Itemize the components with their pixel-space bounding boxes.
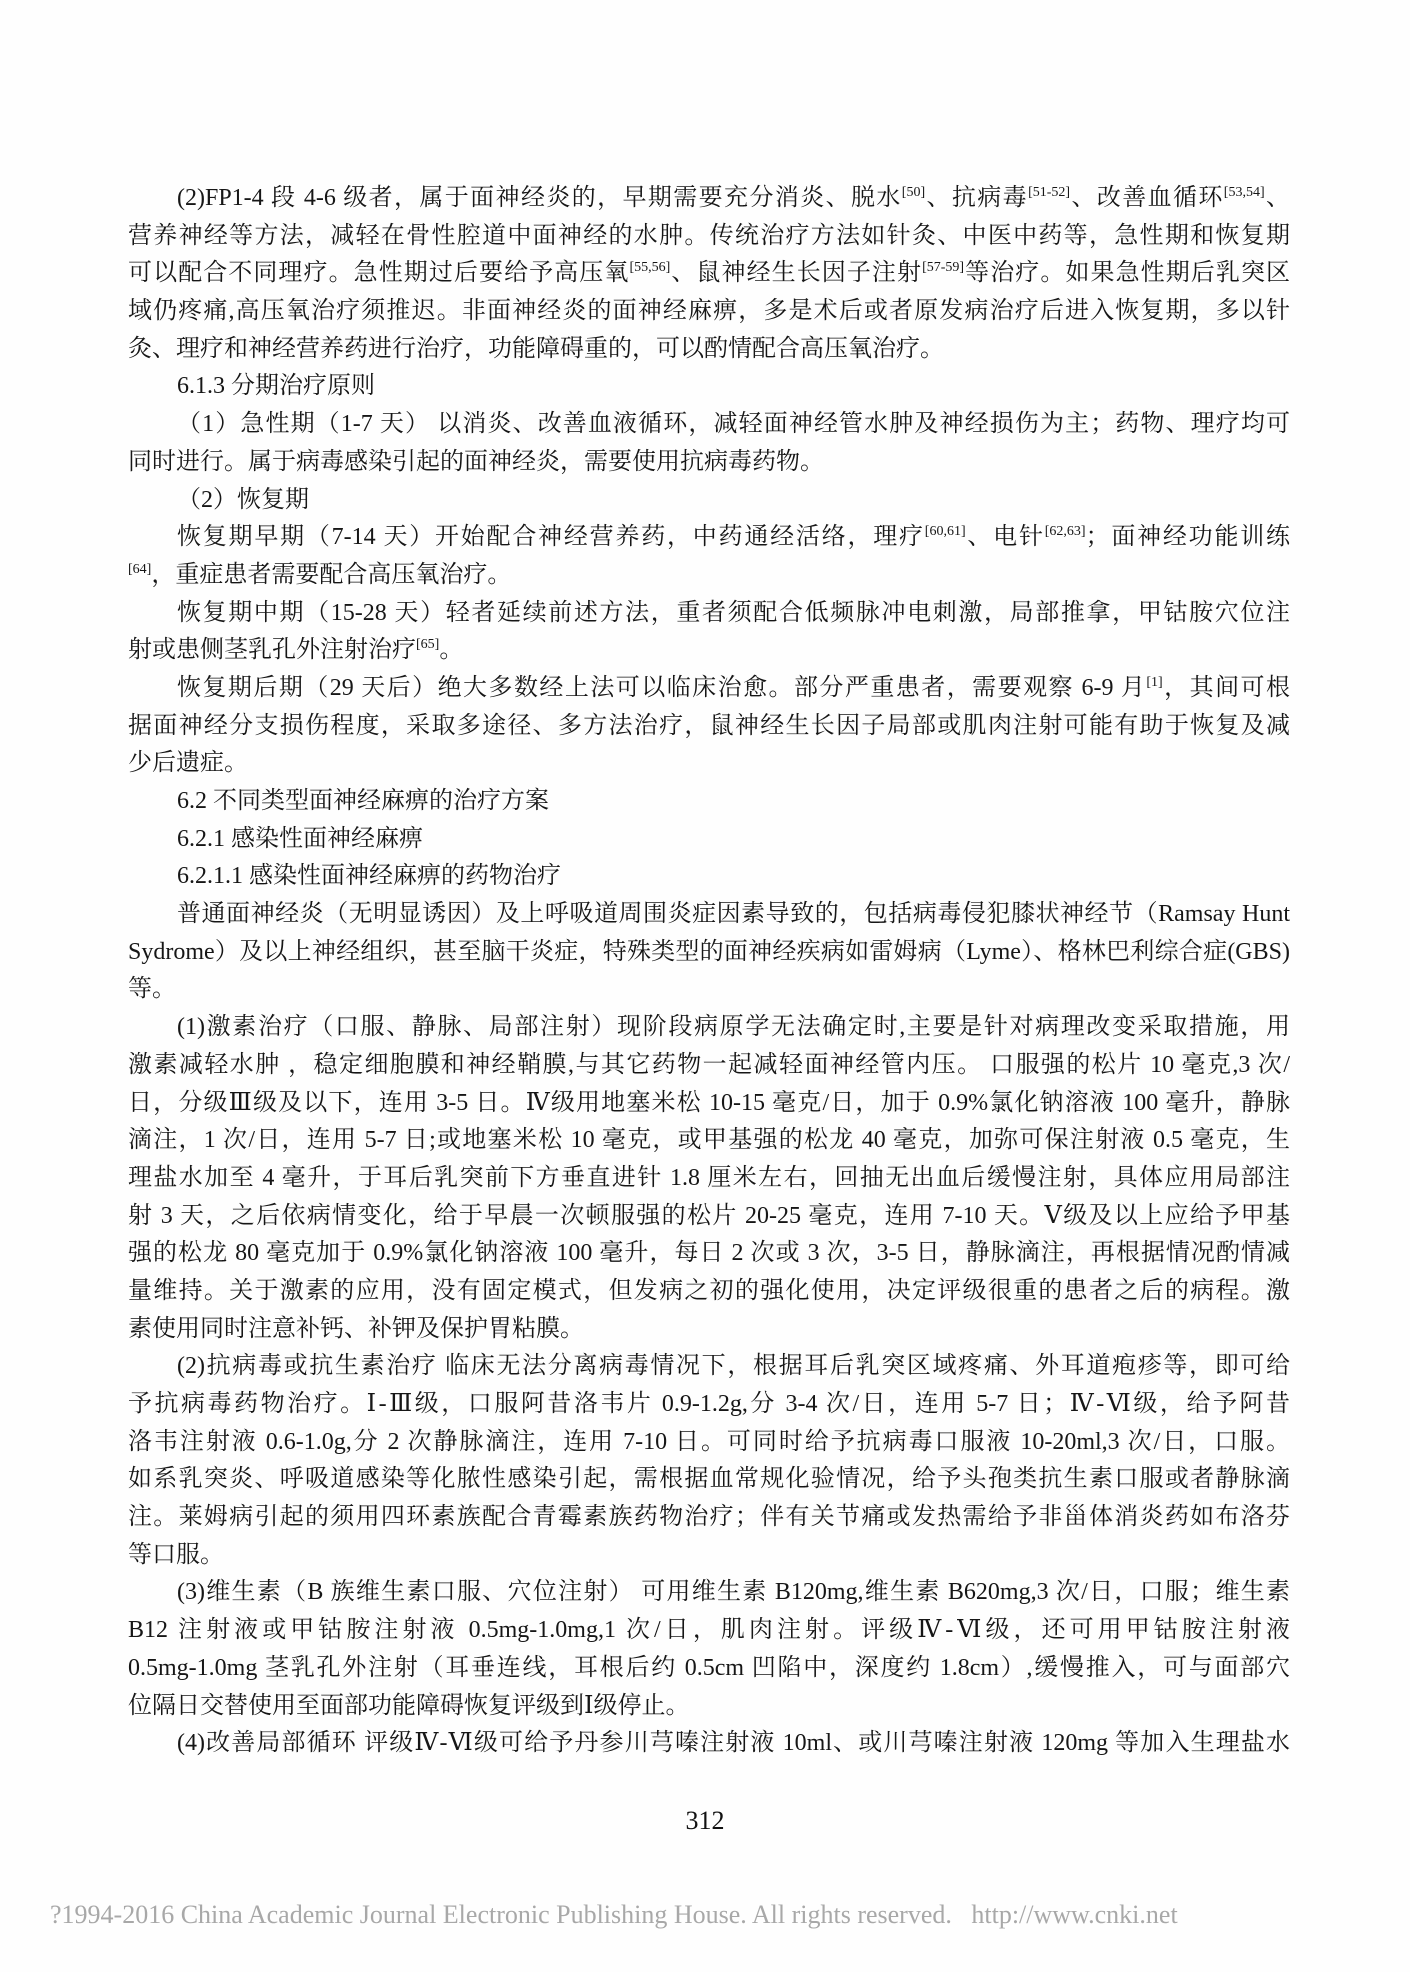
text-segment: 域仍疼痛,高压氧治疗须推迟。非面神经炎的面神经麻痹，多是术后或者原发病治疗后进入恢复期，多以针 xyxy=(128,298,1290,325)
citation-superscript: [53,54] xyxy=(1223,185,1265,200)
text-line xyxy=(128,858,1290,896)
text-line xyxy=(128,971,1290,1009)
text-segment: 等。 xyxy=(128,976,176,1003)
text-segment: 6.1.3 分期治疗原则 xyxy=(177,373,375,400)
text-line xyxy=(128,1198,1290,1236)
citation-superscript: [50] xyxy=(901,185,926,200)
text-line xyxy=(128,1537,1290,1575)
text-line xyxy=(128,896,1290,934)
text-line xyxy=(128,1499,1290,1537)
text-segment: 、 xyxy=(1264,185,1290,211)
text-segment: 恢复期中期（15-28 天）轻者延续前述方法，重者须配合低频脉冲电刺激，局部推拿，甲钴胺穴位注 xyxy=(177,599,1290,626)
text-segment: ，其间可根 xyxy=(1162,674,1290,701)
text-segment: 位隔日交替使用至面部功能障碍恢复评级到Ⅰ级停止。 xyxy=(128,1692,690,1719)
text-segment: （2）恢复期 xyxy=(177,486,309,513)
text-segment: 等口服。 xyxy=(128,1541,224,1568)
text-segment: 强的松龙 80 毫克加于 0.9%氯化钠溶液 100 毫升，每日 2 次或 3 次，3-5 日，静脉滴注，再根据情况酌情减 xyxy=(128,1240,1290,1267)
text-segment: (2)抗病毒或抗生素治疗 临床无法分离病毒情况下，根据耳后乳突区域疼痛、外耳道疱疹等，即可给 xyxy=(177,1353,1290,1380)
text-segment: 同时进行。属于病毒感染引起的面神经炎，需要使用抗病毒药物。 xyxy=(128,448,824,475)
text-line xyxy=(128,1725,1290,1763)
text-line xyxy=(128,595,1290,633)
text-segment: 射 3 天，之后依病情变化，给于早晨一次顿服强的松片 20-25 毫克，连用 7-10 天。Ⅴ级及以上应给予甲基 xyxy=(128,1202,1290,1229)
text-segment: (3)维生素（B 族维生素口服、穴位注射） 可用维生素 B120mg,维生素 B620mg,3 次/日，口服；维生素 xyxy=(177,1579,1290,1606)
page-number: 312 xyxy=(685,1806,725,1835)
text-segment: 、改善血循环 xyxy=(1070,185,1224,211)
text-line xyxy=(128,1009,1290,1047)
text-segment: 予抗病毒药物治疗。Ⅰ-Ⅲ级，口服阿昔洛韦片 0.9-1.2g,分 3-4 次/日，连用 5-7 日；Ⅳ-Ⅵ级，给予阿昔 xyxy=(128,1391,1290,1417)
text-line xyxy=(128,1348,1290,1386)
text-line xyxy=(128,1612,1290,1650)
text-line xyxy=(128,1160,1290,1198)
text-segment: Sydrome）及以上神经组织，甚至脑干炎症，特殊类型的面神经疾病如雷姆病（Lyme）、格林巴利综合症(GBS) xyxy=(128,938,1290,965)
text-line xyxy=(128,1047,1290,1085)
text-line xyxy=(128,670,1290,708)
text-line xyxy=(128,482,1290,520)
text-segment: 素使用同时注意补钙、补钾及保护胃粘膜。 xyxy=(128,1315,584,1342)
text-segment: 恢复期早期（7-14 天）开始配合神经营养药，中药通经活络，理疗 xyxy=(177,524,925,551)
text-segment: 可以配合不同理疗。急性期过后要给予高压氧 xyxy=(128,260,630,287)
footer-copyright: ?1994-2016 China Academic Journal Electronic Publishing House. All rights reserved. http://www.cnki.net xyxy=(50,1900,1178,1929)
text-line xyxy=(128,632,1290,670)
citation-superscript: [1] xyxy=(1146,674,1163,690)
text-line xyxy=(128,444,1290,482)
text-segment: 少后遗症。 xyxy=(128,750,248,777)
text-segment: 洛韦注射液 0.6-1.0g,分 2 次静脉滴注，连用 7-10 日。可同时给予抗病毒口服液 10-20ml,3 次/日，口服。 xyxy=(128,1428,1290,1455)
citation-superscript: [65] xyxy=(416,637,440,653)
text-segment: 理盐水加至 4 毫升，于耳后乳突前下方垂直进针 1.8 厘米左右，回抽无出血后缓慢注射，具体应用局部注 xyxy=(128,1164,1290,1191)
text-segment: (2)FP1-4 段 4-6 级者，属于面神经炎的，早期需要充分消炎、脱水 xyxy=(177,185,902,211)
text-segment: 滴注，1 次/日，连用 5-7 日;或地塞米松 10 毫克，或甲基强的松龙 40 毫克，加弥可保注射液 0.5 毫克，生 xyxy=(128,1127,1290,1154)
citation-superscript: [55,56] xyxy=(629,260,671,276)
text-line xyxy=(128,1688,1290,1726)
text-segment: 6.2.1.1 感染性面神经麻痹的药物治疗 xyxy=(177,863,561,890)
text-line xyxy=(128,557,1290,595)
text-segment: 射或患侧茎乳孔外注射治疗 xyxy=(128,637,416,664)
text-line xyxy=(128,1424,1290,1462)
text-line xyxy=(128,406,1290,444)
text-segment: 注。莱姆病引起的须用四环素族配合青霉素族药物治疗；伴有关节痛或发热需给予非甾体消炎药如布洛芬 xyxy=(128,1504,1290,1531)
text-segment: ；面神经功能训练 xyxy=(1085,524,1290,551)
citation-superscript: [57-59] xyxy=(922,260,965,276)
text-line xyxy=(128,180,1290,218)
text-line xyxy=(128,1235,1290,1273)
text-segment: 恢复期后期（29 天后）绝大多数经上法可以临床治愈。部分严重患者，需要观察 6-9 月 xyxy=(177,674,1147,701)
text-line xyxy=(128,218,1290,256)
citation-superscript: [51-52] xyxy=(1028,185,1071,200)
text-line xyxy=(128,1273,1290,1311)
text-segment: 6.2 不同类型面神经麻痹的治疗方案 xyxy=(177,788,549,814)
citation-superscript: [60,61] xyxy=(924,524,966,540)
citation-superscript: [62,63] xyxy=(1044,524,1086,540)
text-line xyxy=(128,1650,1290,1688)
text-segment: 据面神经分支损伤程度，采取多途径、多方法治疗，鼠神经生长因子局部或肌肉注射可能有助于恢复及减 xyxy=(128,712,1290,739)
text-segment: 营养神经等方法，减轻在骨性腔道中面神经的水肿。传统治疗方法如针灸、中医中药等，急性期和恢复期 xyxy=(128,222,1290,249)
text-line xyxy=(128,1386,1290,1424)
text-line xyxy=(128,821,1290,859)
text-line xyxy=(128,1461,1290,1499)
text-segment: 灸、理疗和神经营养药进行治疗，功能障碍重的，可以酌情配合高压氧治疗。 xyxy=(128,335,944,362)
text-segment: 日，分级Ⅲ级及以下，连用 3-5 日。Ⅳ级用地塞米松 10-15 毫克/日，加于 0.9%氯化钠溶液 100 毫升，静脉 xyxy=(128,1089,1290,1116)
text-line xyxy=(128,745,1290,783)
text-segment: (1)激素治疗（口服、静脉、局部注射）现阶段病原学无法确定时,主要是针对病理改变采取措施，用 xyxy=(177,1014,1290,1041)
text-line xyxy=(128,708,1290,746)
text-segment: 量维持。关于激素的应用，没有固定模式，但发病之初的强化使用，决定评级很重的患者之后的病程。激 xyxy=(128,1277,1290,1304)
text-segment: （1）急性期（1-7 天） 以消炎、改善血液循环，减轻面神经管水肿及神经损伤为主；药物、理疗均可 xyxy=(177,411,1290,438)
text-segment: ，重症患者需要配合高压氧治疗。 xyxy=(151,561,512,588)
text-line xyxy=(128,934,1290,972)
text-segment: 如系乳突炎、呼吸道感染等化脓性感染引起，需根据血常规化验情况，给予头孢类抗生素口服或者静脉滴 xyxy=(128,1466,1290,1493)
text-segment: 、电针 xyxy=(965,524,1045,551)
text-segment: 激素减轻水肿 ，稳定细胞膜和神经鞘膜,与其它药物一起减轻面神经管内压。 口服强的松片 10 毫克,3 次/ xyxy=(128,1051,1290,1078)
text-segment: (4)改善局部循环 评级Ⅳ-Ⅵ级可给予丹参川芎嗪注射液 10ml、或川芎嗪注射液 120mg 等加入生理盐水 xyxy=(177,1730,1290,1757)
text-line xyxy=(128,331,1290,369)
text-segment: 、鼠神经生长因子注射 xyxy=(670,260,923,287)
text-line xyxy=(128,519,1290,557)
citation-superscript: [64] xyxy=(128,561,152,577)
text-segment: 等治疗。如果急性期后乳突区 xyxy=(964,260,1290,287)
text-line xyxy=(128,783,1290,821)
text-segment: 。 xyxy=(439,637,464,664)
text-line xyxy=(128,368,1290,406)
text-segment: B12 注射液或甲钴胺注射液 0.5mg-1.0mg,1 次/日，肌肉注射。评级Ⅳ-Ⅵ级，还可用甲钴胺注射液 xyxy=(128,1617,1290,1644)
text-line xyxy=(128,1574,1290,1612)
text-segment: 、抗病毒 xyxy=(925,185,1029,211)
text-line xyxy=(128,255,1290,293)
text-line xyxy=(128,293,1290,331)
page-body-text xyxy=(128,180,1290,1763)
text-segment: 6.2.1 感染性面神经麻痹 xyxy=(177,825,423,852)
text-segment: 0.5mg-1.0mg 茎乳孔外注射（耳垂连线，耳根后约 0.5cm 凹陷中，深度约 1.8cm）,缓慢推入，可与面部穴 xyxy=(128,1654,1290,1681)
text-segment: 普通面神经炎（无明显诱因）及上呼吸道周围炎症因素导致的，包括病毒侵犯膝状神经节（Ramsay Hunt xyxy=(177,901,1290,928)
text-line xyxy=(128,1122,1290,1160)
text-line xyxy=(128,1311,1290,1349)
text-line xyxy=(128,1085,1290,1123)
